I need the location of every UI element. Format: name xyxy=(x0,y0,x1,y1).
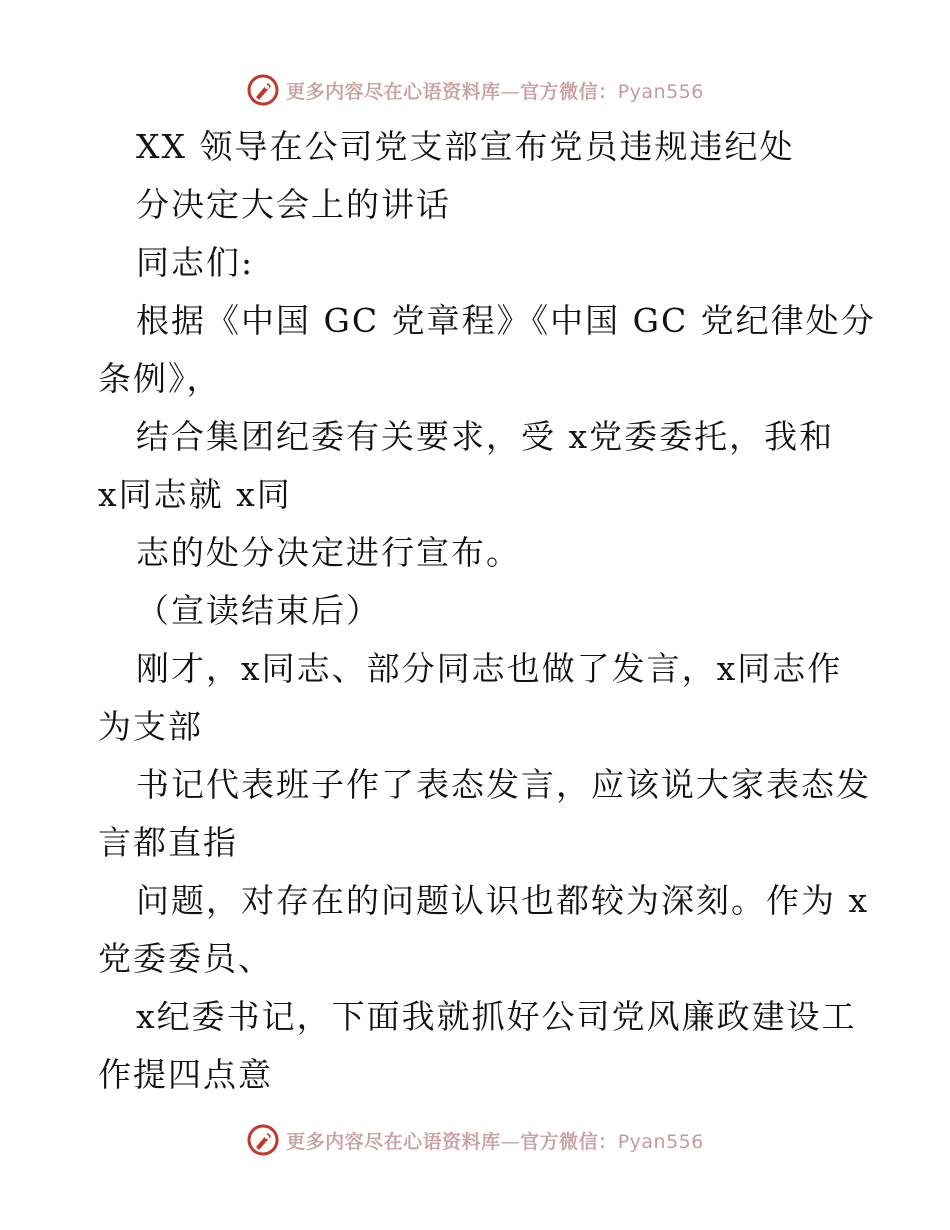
document-line: 结合集团纪委有关要求，受 x党委委托，我和 xyxy=(136,417,835,456)
watermark-separator: — xyxy=(500,1130,521,1153)
header-watermark xyxy=(0,70,950,110)
watermark-slogan: 更多内容尽在心语资料库 xyxy=(286,1130,501,1153)
document-line: XX 领导在公司党支部宣布党员违规违纪处 xyxy=(136,127,795,166)
document-line: （宣读结束后） xyxy=(136,591,381,630)
watermark-contact: 官方微信： xyxy=(520,80,618,103)
watermark-separator: — xyxy=(500,80,521,103)
watermark-slogan: 更多内容尽在心语资料库 xyxy=(286,80,501,103)
document-line: 条例》， xyxy=(98,359,222,398)
document-line: 分决定大会上的讲话 xyxy=(136,185,451,224)
pen-nib-logo-icon xyxy=(246,73,280,107)
document-line: 刚才，x同志、部分同志也做了发言，x同志作 xyxy=(136,649,843,688)
document-line: 志的处分决定进行宣布。 xyxy=(136,533,521,572)
document-line: 问题，对存在的问题认识也都较为深刻。作为 x xyxy=(136,881,870,920)
document-line: 党委委员、 xyxy=(98,939,273,978)
document-line: x同志就 x同 xyxy=(98,475,292,514)
document-line: x纪委书记，下面我就抓好公司党风廉政建设工 xyxy=(136,997,857,1036)
watermark-text xyxy=(286,77,704,104)
watermark-id: Pyan556 xyxy=(617,80,704,103)
document-line: 为支部 xyxy=(98,707,203,746)
document-line: 书记代表班子作了表态发言，应该说大家表态发 xyxy=(136,765,871,804)
pen-nib-logo-icon xyxy=(246,1123,280,1157)
watermark-contact: 官方微信： xyxy=(520,1130,618,1153)
document-line: 根据《中国 GC 党章程》《中国 GC 党纪律处分 xyxy=(136,301,876,340)
document-line: 言都直指 xyxy=(98,823,238,862)
watermark-text xyxy=(286,1127,704,1154)
document-line: 同志们: xyxy=(136,243,255,282)
watermark-id: Pyan556 xyxy=(617,1130,704,1153)
document-line: 作提四点意 xyxy=(98,1055,273,1094)
footer-watermark xyxy=(0,1120,950,1160)
document-body xyxy=(98,118,876,1104)
